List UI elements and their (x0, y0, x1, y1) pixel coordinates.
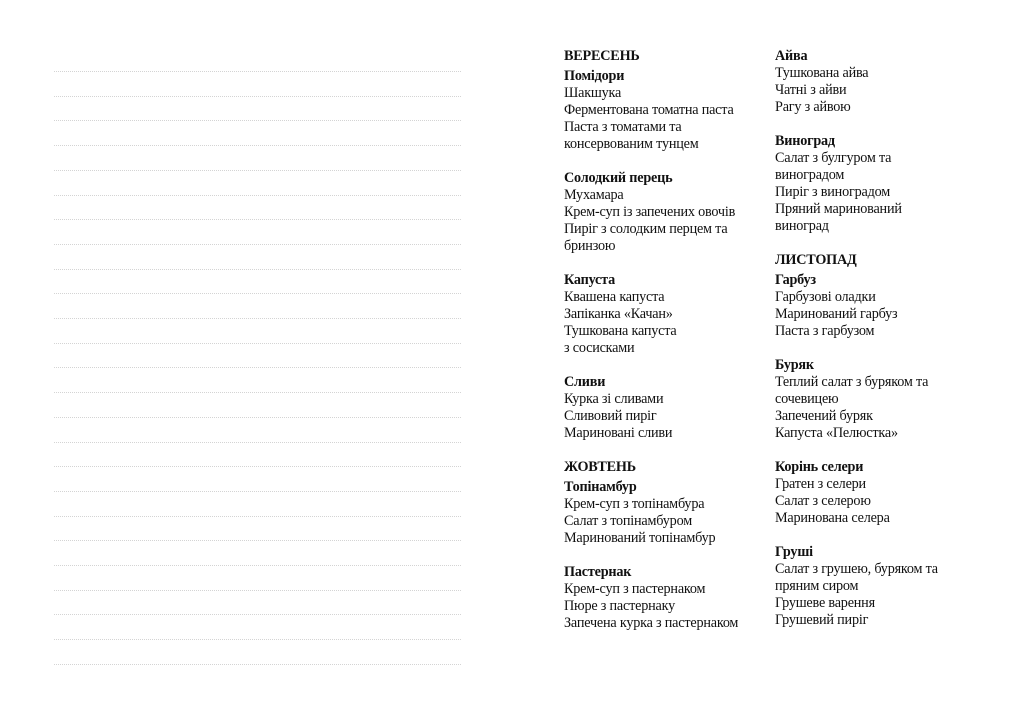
recipe-item: пряним сиром (775, 578, 859, 594)
note-line (54, 442, 461, 443)
recipe-item: Ферментована томатна паста (564, 102, 734, 118)
ingredient-heading: Айва (775, 48, 808, 64)
ingredient-group (564, 564, 764, 632)
ingredient-heading: Сливи (564, 374, 606, 390)
ingredient-heading: Груші (775, 544, 813, 560)
ingredient-heading: Топінамбур (564, 479, 637, 495)
index-column-1 (564, 48, 764, 649)
ingredient-heading: Помідори (564, 68, 625, 84)
ingredient-group (564, 272, 764, 357)
note-line (54, 392, 461, 393)
recipe-item: Квашена капуста (564, 289, 665, 305)
note-line (54, 664, 461, 665)
note-line (54, 417, 461, 418)
recipe-item: сочевицею (775, 391, 839, 407)
note-line (54, 269, 461, 270)
recipe-item: Запіканка «Качан» (564, 306, 673, 322)
recipe-item: Запечений буряк (775, 408, 873, 424)
recipe-item: Сливовий пиріг (564, 408, 657, 424)
recipe-item: Салат з булгуром та (775, 150, 892, 166)
recipe-item: Пиріг з виноградом (775, 184, 890, 200)
note-line (54, 343, 461, 344)
ingredient-group (564, 68, 764, 153)
recipe-item: Маринована селера (775, 510, 890, 526)
recipe-item: Салат з селерою (775, 493, 871, 509)
ingredient-group (775, 133, 975, 235)
ingredient-group (775, 544, 975, 629)
recipe-item: Капуста «Пелюстка» (775, 425, 898, 441)
index-column-2 (775, 48, 975, 646)
month-heading: ЖОВТЕНЬ (564, 459, 636, 475)
note-line (54, 244, 461, 245)
recipe-item: Пряний маринований (775, 201, 902, 217)
ingredient-heading: Пастернак (564, 564, 632, 580)
recipe-item: Салат з топінамбуром (564, 513, 692, 529)
note-line (54, 195, 461, 196)
recipe-item: Пюре з пастернаку (564, 598, 675, 614)
note-line (54, 219, 461, 220)
recipe-item: Паста з томатами та (564, 119, 682, 135)
recipe-item: виноград (775, 218, 829, 234)
note-line (54, 491, 461, 492)
recipe-item: Маринований топінамбур (564, 530, 716, 546)
note-line (54, 318, 461, 319)
ingredient-heading: Виноград (775, 133, 835, 149)
note-line (54, 565, 461, 566)
recipe-item: Тушкована айва (775, 65, 869, 81)
note-line (54, 367, 461, 368)
recipe-item: Тушкована капуста (564, 323, 677, 339)
recipe-item: Чатні з айви (775, 82, 847, 98)
note-line (54, 614, 461, 615)
recipe-item: Мухамара (564, 187, 624, 203)
right-page-recipe-index (512, 0, 1024, 718)
recipe-item: Грушеве варення (775, 595, 875, 611)
recipe-item: виноградом (775, 167, 845, 183)
ingredient-heading: Капуста (564, 272, 615, 288)
note-line (54, 639, 461, 640)
ingredient-group (564, 374, 764, 442)
recipe-item: Крем-суп із запечених овочів (564, 204, 736, 220)
recipe-item: консервованим тунцем (564, 136, 699, 152)
note-line (54, 120, 461, 121)
recipe-item: Салат з грушею, буряком та (775, 561, 938, 577)
recipe-item: Крем-суп з топінамбура (564, 496, 705, 512)
note-line (54, 145, 461, 146)
recipe-item: Гарбузові оладки (775, 289, 876, 305)
recipe-item: Шакшука (564, 85, 622, 101)
note-line (54, 170, 461, 171)
recipe-item: Паста з гарбузом (775, 323, 875, 339)
note-line (54, 71, 461, 72)
recipe-item: Теплий салат з буряком та (775, 374, 929, 390)
recipe-item: Пиріг з солодким перцем та (564, 221, 728, 237)
note-line (54, 96, 461, 97)
ingredient-heading: Буряк (775, 357, 814, 373)
ingredient-group (564, 479, 764, 547)
recipe-item: Запечена курка з пастернаком (564, 615, 739, 631)
recipe-item: з сосисками (564, 340, 635, 356)
ingredient-heading: Солодкий перець (564, 170, 673, 186)
note-line (54, 590, 461, 591)
ingredient-group (775, 272, 975, 340)
ingredient-group (775, 357, 975, 442)
month-heading: ВЕРЕСЕНЬ (564, 48, 640, 64)
ingredient-group (775, 459, 975, 527)
recipe-item: Крем-суп з пастернаком (564, 581, 706, 597)
note-line (54, 466, 461, 467)
month-heading: ЛИСТОПАД (775, 252, 857, 268)
recipe-item: бринзою (564, 238, 616, 254)
recipe-item: Маринований гарбуз (775, 306, 898, 322)
ingredient-heading: Гарбуз (775, 272, 816, 288)
recipe-item: Мариновані сливи (564, 425, 673, 441)
notes-lines (54, 71, 461, 671)
ingredient-group (564, 170, 764, 255)
note-line (54, 516, 461, 517)
note-line (54, 293, 461, 294)
recipe-item: Гратен з селери (775, 476, 866, 492)
ingredient-group (775, 48, 975, 116)
ingredient-heading: Корінь селери (775, 459, 864, 475)
recipe-item: Курка зі сливами (564, 391, 664, 407)
recipe-item: Грушевий пиріг (775, 612, 869, 628)
note-line (54, 540, 461, 541)
recipe-item: Рагу з айвою (775, 99, 851, 115)
